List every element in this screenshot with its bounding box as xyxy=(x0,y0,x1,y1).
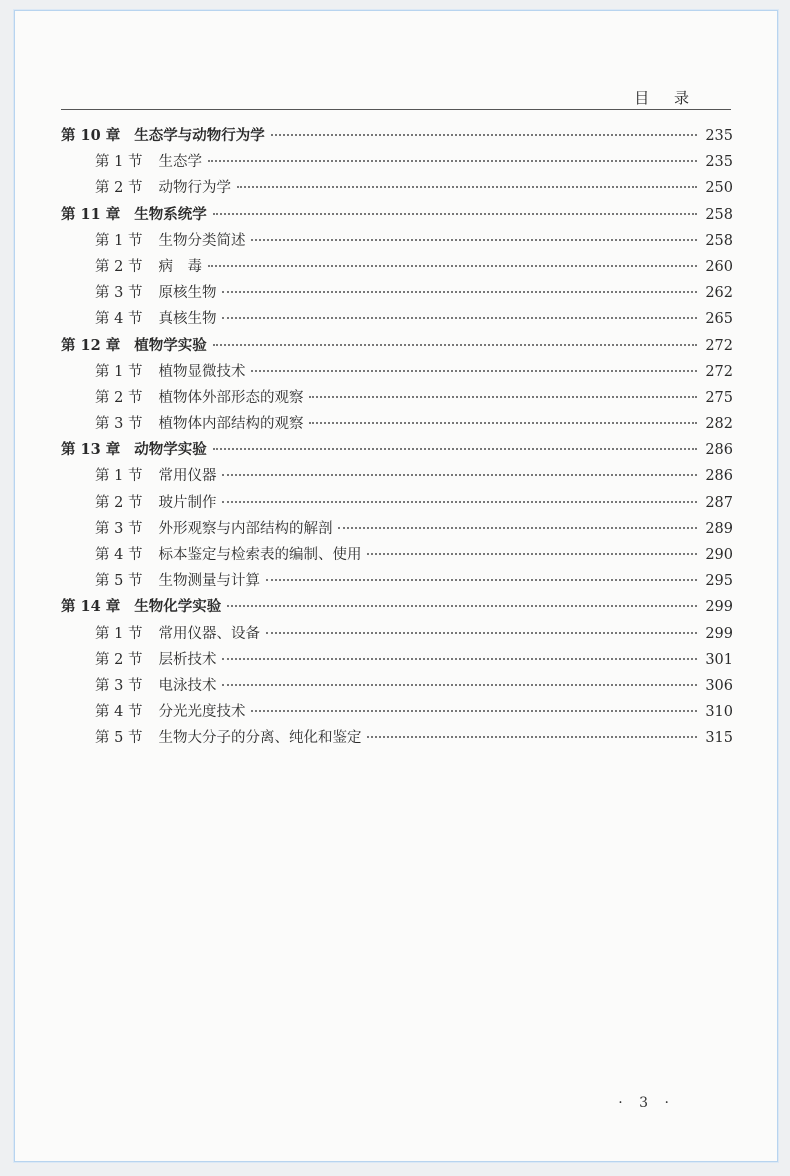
entry-title: 植物显微技术 xyxy=(158,363,246,380)
entry-number: 第 1 节 xyxy=(95,625,143,642)
running-header: 目 录 xyxy=(634,89,699,107)
toc-chapter-entry xyxy=(61,202,733,228)
dot-leader xyxy=(222,500,697,503)
dot-leader xyxy=(251,369,697,372)
entry-number: 第 2 节 xyxy=(95,494,143,511)
dot-leader xyxy=(208,264,697,267)
toc-section-entry xyxy=(61,542,733,568)
entry-page-number: 282 xyxy=(705,416,733,433)
dot-leader xyxy=(266,578,697,581)
entry-number: 第 2 节 xyxy=(95,651,143,668)
dot-leader xyxy=(309,421,697,424)
entry-page-number: 286 xyxy=(705,468,733,485)
dot-leader xyxy=(227,604,697,607)
table-of-contents xyxy=(61,123,733,752)
dot-leader xyxy=(213,447,697,450)
entry-title: 标本鉴定与检索表的编制、使用 xyxy=(158,547,362,563)
entry-page-number: 287 xyxy=(705,494,733,511)
entry-page-number: 235 xyxy=(705,154,733,171)
dot-leader xyxy=(237,185,697,188)
entry-number: 第 14 章 xyxy=(61,598,121,616)
dot-leader xyxy=(251,238,697,241)
entry-page-number: 250 xyxy=(705,180,733,197)
toc-section-entry xyxy=(61,673,733,699)
entry-page-number: 315 xyxy=(705,730,733,747)
entry-page-number: 295 xyxy=(705,573,733,590)
entry-page-number: 258 xyxy=(705,206,733,223)
entry-number: 第 4 节 xyxy=(95,547,143,563)
entry-number: 第 4 节 xyxy=(95,704,143,721)
entry-number: 第 3 节 xyxy=(95,285,143,302)
toc-section-entry xyxy=(61,647,733,673)
dot-leader xyxy=(222,473,697,476)
entry-title: 植物体外部形态的观察 xyxy=(158,389,304,406)
entry-page-number: 299 xyxy=(705,599,733,616)
entry-number: 第 3 节 xyxy=(95,416,143,433)
dot-leader xyxy=(338,526,697,529)
entry-title: 外形观察与内部结构的解剖 xyxy=(158,520,333,537)
dot-leader xyxy=(271,133,697,136)
dot-leader xyxy=(213,212,697,215)
entry-number: 第 12 章 xyxy=(61,336,121,354)
entry-page-number: 275 xyxy=(705,389,733,406)
entry-page-number: 289 xyxy=(705,520,733,537)
entry-number: 第 10 章 xyxy=(61,127,121,144)
toc-section-entry xyxy=(61,280,733,306)
entry-title: 动物学实验 xyxy=(134,441,207,459)
entry-title: 真核生物 xyxy=(158,311,217,328)
entry-number: 第 5 节 xyxy=(95,730,143,747)
toc-section-entry xyxy=(61,463,733,489)
entry-page-number: 262 xyxy=(705,285,733,302)
entry-page-number: 235 xyxy=(705,128,733,144)
dot-leader xyxy=(367,552,697,555)
entry-title: 原核生物 xyxy=(158,285,217,302)
entry-number: 第 1 节 xyxy=(95,363,143,380)
page-number: · 3 · xyxy=(618,1095,675,1111)
entry-title: 植物体内部结构的观察 xyxy=(158,416,304,433)
entry-number: 第 1 节 xyxy=(95,468,143,485)
entry-title: 生物分类简述 xyxy=(158,232,246,249)
entry-title: 分光光度技术 xyxy=(158,704,246,721)
toc-section-entry xyxy=(61,490,733,516)
toc-section-entry xyxy=(61,228,733,254)
dot-leader xyxy=(222,290,697,293)
dot-leader xyxy=(266,631,697,634)
entry-title: 电泳技术 xyxy=(158,677,217,694)
entry-title: 生物系统学 xyxy=(134,205,207,223)
entry-title: 生态学与动物行为学 xyxy=(134,127,265,144)
toc-section-entry xyxy=(61,359,733,385)
entry-title: 常用仪器 xyxy=(158,468,217,485)
toc-section-entry xyxy=(61,149,733,175)
dot-leader xyxy=(309,395,697,398)
entry-page-number: 258 xyxy=(705,232,733,249)
toc-section-entry xyxy=(61,175,733,201)
toc-section-entry xyxy=(61,621,733,647)
toc-section-entry xyxy=(61,725,733,751)
toc-chapter-entry xyxy=(61,437,733,463)
dot-leader xyxy=(222,683,697,686)
entry-page-number: 272 xyxy=(705,363,733,380)
entry-title: 生物测量与计算 xyxy=(158,573,260,590)
toc-chapter-entry xyxy=(61,594,733,620)
toc-section-entry xyxy=(61,699,733,725)
toc-section-entry xyxy=(61,568,733,594)
entry-title: 常用仪器、设备 xyxy=(158,625,260,642)
entry-number: 第 3 节 xyxy=(95,520,143,537)
entry-number: 第 3 节 xyxy=(95,677,143,694)
entry-number: 第 1 节 xyxy=(95,232,143,249)
header-rule xyxy=(61,109,731,110)
entry-title: 玻片制作 xyxy=(158,494,217,511)
entry-number: 第 2 节 xyxy=(95,258,143,275)
dot-leader xyxy=(222,316,697,319)
toc-section-entry xyxy=(61,385,733,411)
dot-leader xyxy=(251,709,697,712)
entry-number: 第 11 章 xyxy=(61,205,121,223)
toc-section-entry xyxy=(61,254,733,280)
entry-number: 第 4 节 xyxy=(95,311,143,328)
entry-title: 层析技术 xyxy=(158,651,217,668)
entry-page-number: 299 xyxy=(705,625,733,642)
entry-page-number: 301 xyxy=(705,651,733,668)
entry-number: 第 13 章 xyxy=(61,441,121,459)
entry-page-number: 286 xyxy=(705,442,733,459)
toc-section-entry xyxy=(61,306,733,332)
toc-chapter-entry xyxy=(61,333,733,359)
entry-number: 第 5 节 xyxy=(95,573,143,590)
entry-page-number: 265 xyxy=(705,311,733,328)
dot-leader xyxy=(208,159,697,162)
entry-title: 生物化学实验 xyxy=(134,598,222,616)
entry-page-number: 290 xyxy=(705,547,733,563)
book-page xyxy=(14,10,778,1162)
entry-page-number: 272 xyxy=(705,337,733,354)
entry-page-number: 260 xyxy=(705,258,733,275)
dot-leader xyxy=(222,657,697,660)
entry-number: 第 1 节 xyxy=(95,154,143,171)
entry-title: 动物行为学 xyxy=(158,180,231,197)
toc-section-entry xyxy=(61,516,733,542)
entry-number: 第 2 节 xyxy=(95,180,143,197)
dot-leader xyxy=(367,735,697,738)
entry-title: 病 毒 xyxy=(158,258,202,275)
entry-title: 生物大分子的分离、纯化和鉴定 xyxy=(158,730,362,747)
toc-section-entry xyxy=(61,411,733,437)
entry-title: 生态学 xyxy=(158,154,202,171)
entry-title: 植物学实验 xyxy=(134,336,207,354)
dot-leader xyxy=(213,343,697,346)
entry-page-number: 306 xyxy=(705,677,733,694)
entry-number: 第 2 节 xyxy=(95,389,143,406)
toc-chapter-entry xyxy=(61,123,733,149)
entry-page-number: 310 xyxy=(705,704,733,721)
